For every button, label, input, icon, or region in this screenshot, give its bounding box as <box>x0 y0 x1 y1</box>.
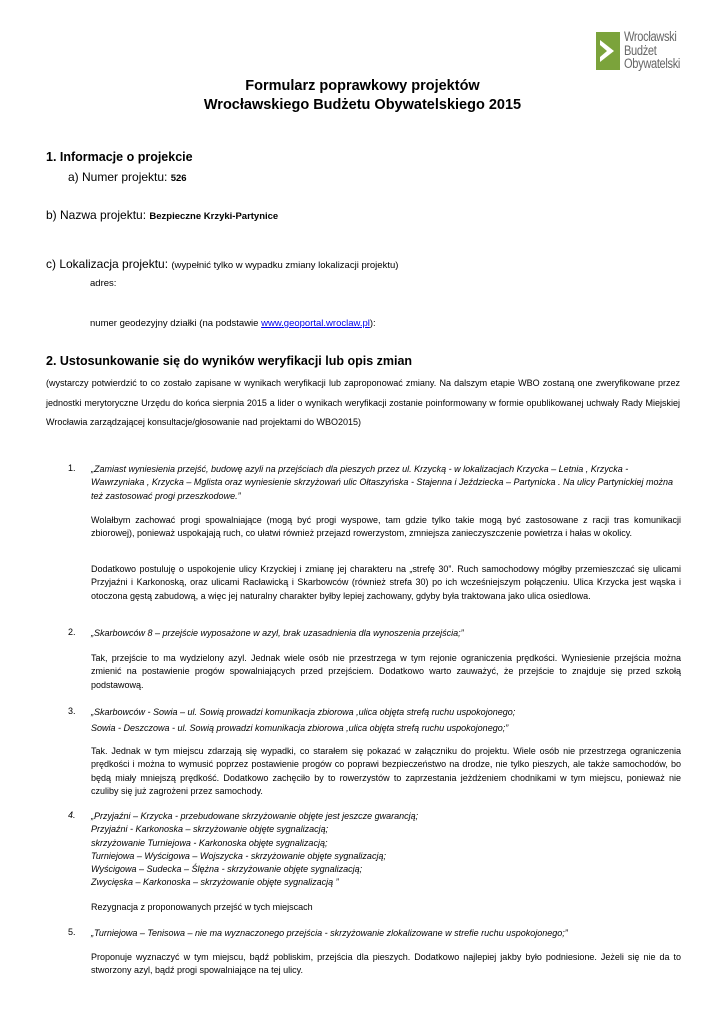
item-response: Proponuje wyznaczyć w tym miejscu, bądź pobliskim, przejścia dla pieszych. Dodatkowo najlepiej jakby było podniesione. Jeżeli się nie da to stworzony azyl, bądź progi spowalniające na tej ulicy. <box>91 952 681 976</box>
geodetic-label: numer geodezyjny działki (na podstawie <box>90 318 262 329</box>
project-number-value: 526 <box>170 173 187 184</box>
item-quote: Sowia - Deszczowa - ul. Sowią prowadzi komunikacja zbiorowa ,ulica objęta strefą ruchu uspokojonego;” <box>91 723 509 733</box>
item-quote: „Skarbowców 8 – przejście wyposażone w azyl, brak uzasadnienia dla wynoszenia przejścia;” <box>91 628 464 638</box>
project-location-note: (wypełnić tylko w wypadku zmiany lokalizacji projektu) <box>171 260 399 271</box>
logo-text: Wrocławski Budżet Obywatelski <box>624 29 681 71</box>
project-number-label: a) Numer projektu: <box>68 170 171 184</box>
geoportal-link[interactable]: www.geoportal.wroclaw.pl <box>261 318 370 329</box>
wbo-logo <box>596 29 686 74</box>
item-number: 1. <box>68 463 76 473</box>
project-location-row <box>46 257 398 271</box>
item-response: Tak. Jednak w tym miejscu zdarzają się wypadki, co starałem się pokazać w załączniku do projektu. Wiele osób nie przestrzega ograniczenia prędkości i można to wymusić poprzez postawienie progów co poprawi bezpieczeństwo na drodze, nie tylko pieszych, ale także samochodów, bo będą miały mniejszą prędkość. Dodatkowo zachęciło by to rowerzystów to zaprzestania jeżdżeniem chodnikami w tym miejscu, ponieważ nie czuliby się już zagrożeni przez samochody. <box>91 746 681 796</box>
document-title-line1: Formularz poprawkowy projektów <box>245 78 480 94</box>
item-response: Tak, przejście to ma wydzielony azyl. Jednak wiele osób nie przestrzega w tym rejonie ograniczenia prędkości. Wyniesienie przejścia można zmienić na postawienie progów spowalniających przed przejściem. Dodatkowo warto zauważyć, że przejście to znajduje się przed szkołą podstawową. <box>91 653 681 690</box>
item-response: Rezygnacja z proponowanych przejść w tych miejscach <box>91 902 313 912</box>
item-quote: „Skarbowców - Sowia – ul. Sowią prowadzi komunikacja zbiorowa ,ulica objęta strefą ruchu uspokojonego; <box>91 707 516 717</box>
project-location-label: c) Lokalizacja projektu: <box>46 257 172 271</box>
item-response: Dodatkowo postuluję o uspokojenie ulicy Krzyckiej i zmianę jej charakteru na „strefę 30”. Ruch samochodowy mógłby przemieszczać się ulicami Przyjaźni i Karkonoską, oraz ulicami Racławicką i Skarbowców (również strefa 30) po ich wcześniejszym połączeniu. Ulica Krzycka jest wąska i otoczona gęstą zabudową, a więc jej naturalny charakter byłby lepiej zachowany, gdyby była traktowana jako ulica osiedlowa. <box>91 564 681 601</box>
address-label: adres: <box>90 278 117 289</box>
item-quote: „Turniejowa – Tenisowa – nie ma wyznaczonego przejścia - skrzyżowanie zlokalizowane w strefie ruchu uspokojonego;” <box>91 928 568 938</box>
document-title-line2: Wrocławskiego Budżetu Obywatelskiego 2015 <box>203 97 522 113</box>
project-name-row <box>46 208 278 222</box>
geodetic-row: numer geodezyjny działki (na podstawie www.geoportal.wroclaw.pl): <box>90 318 376 329</box>
logo-mark <box>596 32 620 70</box>
project-number-row <box>68 170 187 184</box>
section2-intro: (wystarczy potwierdzić to co zostało zapisane w wynikach weryfikacji lub zaproponować zmiany. Na dalszym etapie WBO zostaną one zweryfikowane przez jednostki merytoryczne Urzędu do końca sierpnia 2015 a lider o wynikach weryfikacji zostanie poinformowany w formie opublikowanej uchwały Rady Miejskiej Wrocławia zarządzającej konsultacje/głosowanie nad projektami do WBO2015) <box>46 378 680 427</box>
item-number: 2. <box>68 627 76 637</box>
item-number: 4. <box>68 810 76 820</box>
item-number: 3. <box>68 706 76 716</box>
item-quote: „Zamiast wyniesienia przejść, budowę azyli na przejściach dla pieszych przez ul. Krzycką - w lokalizacjach Krzycka – Letnia , Krzycka - Wawrzyniaka , Krzycka – Mglista oraz wyniesienie skrzyżowań ulic Ołtaszyńska - Stajenna i Jeździecka – Partynicka . Na ulicy Partynickiej można też zastosować progi przeszkodowe.” <box>91 464 674 501</box>
item-response: Wolałbym zachować progi spowalniające (mogą być progi wyspowe, tam gdzie tylko takie mogą być zastosowane z racji tras komunikacji zbiorowej), ponieważ uspokajają ruch, co ułatwi również przejazd rowerzystom, zmniejsza zanieczyszczenie powietrza i hałas w okolicy. <box>91 515 681 539</box>
item-number: 5. <box>68 927 76 937</box>
item-quote-list: „Przyjaźni – Krzycka - przebudowane skrzyżowanie objęte jest jeszcze gwarancją; Przyjaźni - Karkonoska – skrzyżowanie objęte sygnalizacją; skrzyżowanie Turniejowa - Karkonoska objęte sygnalizacją; Turniejowa – Wyścigowa – Wojszycka - skrzyżowanie objęte sygnalizacją; Wyścigowa – Sudecka – Ślężna - skrzyżowanie objęte sygnalizacją; Zwycięska – Karkonoska – skrzyżowanie objęte sygnalizacją ” <box>91 811 419 888</box>
project-name-label: b) Nazwa projektu: <box>46 208 150 222</box>
section2-heading: 2. Ustosunkowanie się do wyników weryfikacji lub opis zmian <box>46 354 413 368</box>
section1-heading: 1. Informacje o projekcie <box>46 150 193 164</box>
project-name-value: Bezpieczne Krzyki-Partynice <box>149 211 279 222</box>
